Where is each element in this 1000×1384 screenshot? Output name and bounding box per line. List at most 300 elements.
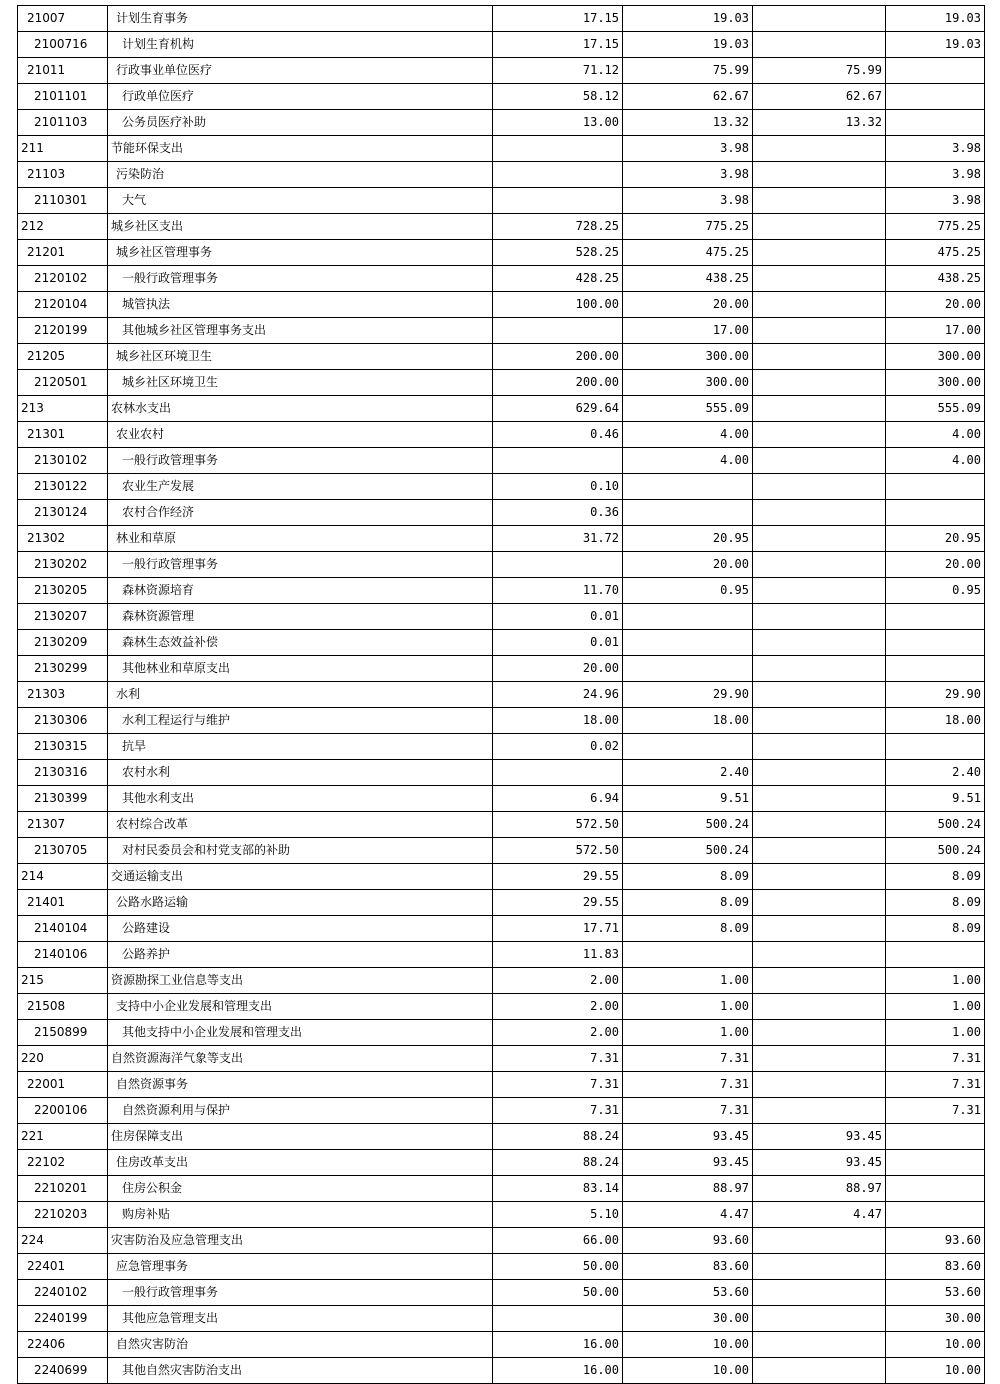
amount-col4-cell: 10.00 [886,1358,985,1384]
amount-col1-cell: 58.12 [493,84,623,110]
subject-code-cell: 215 [18,968,108,994]
amount-col3-cell [753,318,886,344]
table-row [18,682,985,708]
table-row [18,1228,985,1254]
subject-name-cell: 其他林业和草原支出 [108,656,493,682]
subject-code-cell: 2130399 [18,786,108,812]
subject-code-cell: 220 [18,1046,108,1072]
table-row [18,6,985,32]
subject-name-cell: 森林资源管理 [108,604,493,630]
amount-col1-cell: 11.83 [493,942,623,968]
amount-col2-cell: 0.95 [623,578,753,604]
table-row [18,994,985,1020]
amount-col3-cell [753,292,886,318]
subject-name-cell: 森林资源培育 [108,578,493,604]
amount-col1-cell: 17.71 [493,916,623,942]
subject-code-cell: 2210203 [18,1202,108,1228]
subject-name-cell: 污染防治 [108,162,493,188]
subject-code-cell: 2210201 [18,1176,108,1202]
amount-col2-cell: 18.00 [623,708,753,734]
subject-code-cell: 2120199 [18,318,108,344]
amount-col2-cell [623,656,753,682]
amount-col4-cell [886,630,985,656]
subject-code-cell: 21302 [18,526,108,552]
subject-name-cell: 公务员医疗补助 [108,110,493,136]
table-row [18,1306,985,1332]
table-row [18,942,985,968]
subject-name-cell: 计划生育事务 [108,6,493,32]
table-row [18,162,985,188]
amount-col3-cell [753,968,886,994]
amount-col2-cell: 93.45 [623,1124,753,1150]
amount-col2-cell: 10.00 [623,1332,753,1358]
amount-col1-cell [493,188,623,214]
table-row [18,630,985,656]
amount-col4-cell: 7.31 [886,1046,985,1072]
amount-col2-cell: 19.03 [623,6,753,32]
amount-col3-cell [753,1280,886,1306]
subject-code-cell: 2140106 [18,942,108,968]
amount-col4-cell [886,1202,985,1228]
amount-col1-cell [493,448,623,474]
amount-col1-cell: 6.94 [493,786,623,812]
amount-col1-cell: 29.55 [493,890,623,916]
table-row [18,318,985,344]
amount-col4-cell [886,656,985,682]
amount-col3-cell [753,448,886,474]
subject-code-cell: 224 [18,1228,108,1254]
subject-code-cell: 22406 [18,1332,108,1358]
amount-col2-cell: 500.24 [623,838,753,864]
subject-code-cell: 2130705 [18,838,108,864]
subject-name-cell: 农业生产发展 [108,474,493,500]
table-row [18,604,985,630]
subject-name-cell: 农业农村 [108,422,493,448]
amount-col4-cell: 29.90 [886,682,985,708]
subject-name-cell: 公路养护 [108,942,493,968]
amount-col2-cell: 13.32 [623,110,753,136]
amount-col4-cell: 4.00 [886,422,985,448]
amount-col1-cell: 83.14 [493,1176,623,1202]
table-row [18,370,985,396]
subject-code-cell: 21201 [18,240,108,266]
amount-col3-cell [753,1254,886,1280]
amount-col1-cell: 200.00 [493,370,623,396]
amount-col2-cell: 4.47 [623,1202,753,1228]
table-row [18,1358,985,1384]
amount-col2-cell: 1.00 [623,1020,753,1046]
subject-name-cell: 一般行政管理事务 [108,448,493,474]
table-row [18,864,985,890]
amount-col3-cell [753,552,886,578]
amount-col4-cell: 10.00 [886,1332,985,1358]
subject-code-cell: 21508 [18,994,108,1020]
amount-col4-cell: 7.31 [886,1098,985,1124]
amount-col4-cell: 8.09 [886,890,985,916]
table-row [18,1332,985,1358]
amount-col4-cell: 18.00 [886,708,985,734]
table-row [18,1176,985,1202]
table-row [18,1098,985,1124]
subject-name-cell: 抗旱 [108,734,493,760]
amount-col4-cell: 7.31 [886,1072,985,1098]
amount-col2-cell: 1.00 [623,968,753,994]
amount-col1-cell: 24.96 [493,682,623,708]
amount-col2-cell: 500.24 [623,812,753,838]
amount-col1-cell: 88.24 [493,1124,623,1150]
amount-col3-cell: 93.45 [753,1124,886,1150]
table-row [18,396,985,422]
amount-col3-cell [753,604,886,630]
subject-code-cell: 2130209 [18,630,108,656]
table-row [18,786,985,812]
amount-col4-cell: 93.60 [886,1228,985,1254]
amount-col1-cell: 20.00 [493,656,623,682]
table-row [18,214,985,240]
amount-col3-cell [753,1332,886,1358]
table-row [18,916,985,942]
amount-col1-cell: 100.00 [493,292,623,318]
amount-col2-cell: 438.25 [623,266,753,292]
table-row [18,552,985,578]
subject-name-cell: 一般行政管理事务 [108,266,493,292]
subject-name-cell: 自然资源利用与保护 [108,1098,493,1124]
subject-name-cell: 公路建设 [108,916,493,942]
subject-code-cell: 214 [18,864,108,890]
table-row [18,32,985,58]
amount-col1-cell: 0.01 [493,630,623,656]
subject-name-cell: 交通运输支出 [108,864,493,890]
subject-code-cell: 2200106 [18,1098,108,1124]
amount-col4-cell: 20.00 [886,552,985,578]
amount-col2-cell: 7.31 [623,1046,753,1072]
amount-col1-cell [493,318,623,344]
amount-col1-cell: 7.31 [493,1072,623,1098]
subject-name-cell: 自然资源事务 [108,1072,493,1098]
subject-code-cell: 2130316 [18,760,108,786]
amount-col2-cell: 20.95 [623,526,753,552]
amount-col1-cell: 5.10 [493,1202,623,1228]
table-row [18,812,985,838]
subject-code-cell: 2100716 [18,32,108,58]
amount-col3-cell [753,526,886,552]
subject-name-cell: 其他应急管理支出 [108,1306,493,1332]
subject-name-cell: 一般行政管理事务 [108,552,493,578]
amount-col4-cell: 9.51 [886,786,985,812]
table-row [18,292,985,318]
table-row [18,1150,985,1176]
table-row [18,500,985,526]
subject-name-cell: 其他城乡社区管理事务支出 [108,318,493,344]
table-row [18,760,985,786]
subject-name-cell: 住房保障支出 [108,1124,493,1150]
table-row [18,84,985,110]
subject-name-cell: 大气 [108,188,493,214]
amount-col1-cell: 0.10 [493,474,623,500]
amount-col4-cell: 17.00 [886,318,985,344]
amount-col1-cell: 2.00 [493,1020,623,1046]
amount-col3-cell [753,240,886,266]
amount-col3-cell [753,786,886,812]
amount-col4-cell: 500.24 [886,838,985,864]
amount-col4-cell [886,734,985,760]
amount-col2-cell: 17.00 [623,318,753,344]
amount-col4-cell: 20.00 [886,292,985,318]
amount-col2-cell [623,734,753,760]
amount-col1-cell: 200.00 [493,344,623,370]
table-body [18,6,985,1384]
subject-code-cell: 211 [18,136,108,162]
subject-name-cell: 其他自然灾害防治支出 [108,1358,493,1384]
amount-col2-cell: 3.98 [623,188,753,214]
amount-col2-cell: 7.31 [623,1098,753,1124]
subject-code-cell: 2130102 [18,448,108,474]
amount-col4-cell [886,500,985,526]
subject-code-cell: 2130306 [18,708,108,734]
amount-col2-cell: 88.97 [623,1176,753,1202]
subject-name-cell: 购房补贴 [108,1202,493,1228]
amount-col4-cell: 30.00 [886,1306,985,1332]
table-row [18,1046,985,1072]
amount-col1-cell: 29.55 [493,864,623,890]
amount-col3-cell [753,396,886,422]
table-row [18,968,985,994]
amount-col2-cell: 8.09 [623,916,753,942]
subject-code-cell: 2120102 [18,266,108,292]
amount-col1-cell [493,552,623,578]
subject-name-cell: 农村水利 [108,760,493,786]
subject-code-cell: 22001 [18,1072,108,1098]
amount-col3-cell [753,578,886,604]
amount-col1-cell: 7.31 [493,1046,623,1072]
amount-col1-cell: 16.00 [493,1358,623,1384]
amount-col1-cell: 16.00 [493,1332,623,1358]
amount-col2-cell: 555.09 [623,396,753,422]
subject-name-cell: 对村民委员会和村党支部的补助 [108,838,493,864]
subject-name-cell: 林业和草原 [108,526,493,552]
amount-col2-cell: 93.60 [623,1228,753,1254]
table-row [18,1280,985,1306]
amount-col3-cell [753,1020,886,1046]
amount-col4-cell: 0.95 [886,578,985,604]
amount-col3-cell [753,916,886,942]
subject-code-cell: 21307 [18,812,108,838]
amount-col3-cell [753,1306,886,1332]
subject-name-cell: 其他支持中小企业发展和管理支出 [108,1020,493,1046]
subject-name-cell: 城乡社区支出 [108,214,493,240]
amount-col3-cell [753,136,886,162]
amount-col3-cell [753,890,886,916]
subject-code-cell: 2101103 [18,110,108,136]
table-row [18,110,985,136]
amount-col1-cell: 88.24 [493,1150,623,1176]
subject-code-cell: 2140104 [18,916,108,942]
amount-col3-cell [753,500,886,526]
subject-name-cell: 资源勘探工业信息等支出 [108,968,493,994]
amount-col4-cell: 3.98 [886,162,985,188]
amount-col3-cell [753,656,886,682]
subject-name-cell: 公路水路运输 [108,890,493,916]
amount-col3-cell [753,812,886,838]
amount-col3-cell [753,214,886,240]
table-row [18,526,985,552]
amount-col2-cell: 8.09 [623,890,753,916]
amount-col2-cell: 20.00 [623,292,753,318]
amount-col3-cell [753,682,886,708]
subject-name-cell: 农林水支出 [108,396,493,422]
amount-col4-cell: 19.03 [886,32,985,58]
amount-col4-cell: 1.00 [886,994,985,1020]
amount-col3-cell [753,1072,886,1098]
subject-code-cell: 2130202 [18,552,108,578]
amount-col2-cell: 3.98 [623,136,753,162]
subject-name-cell: 农村综合改革 [108,812,493,838]
subject-name-cell: 农村合作经济 [108,500,493,526]
table-row [18,266,985,292]
subject-code-cell: 2120104 [18,292,108,318]
amount-col4-cell: 3.98 [886,136,985,162]
amount-col3-cell [753,760,886,786]
amount-col3-cell [753,838,886,864]
amount-col2-cell: 29.90 [623,682,753,708]
amount-col4-cell [886,942,985,968]
amount-col4-cell: 19.03 [886,6,985,32]
subject-name-cell: 森林生态效益补偿 [108,630,493,656]
subject-name-cell: 城乡社区管理事务 [108,240,493,266]
amount-col2-cell: 4.00 [623,448,753,474]
table-row [18,1124,985,1150]
subject-name-cell: 灾害防治及应急管理支出 [108,1228,493,1254]
subject-code-cell: 2150899 [18,1020,108,1046]
subject-name-cell: 计划生育机构 [108,32,493,58]
amount-col3-cell [753,188,886,214]
amount-col2-cell: 300.00 [623,344,753,370]
table-row [18,474,985,500]
subject-name-cell: 支持中小企业发展和管理支出 [108,994,493,1020]
subject-code-cell: 213 [18,396,108,422]
amount-col4-cell: 8.09 [886,916,985,942]
subject-code-cell: 21301 [18,422,108,448]
amount-col2-cell [623,630,753,656]
subject-code-cell: 2120501 [18,370,108,396]
amount-col1-cell: 50.00 [493,1254,623,1280]
subject-code-cell: 212 [18,214,108,240]
subject-name-cell: 城乡社区环境卫生 [108,370,493,396]
amount-col4-cell: 555.09 [886,396,985,422]
subject-code-cell: 21205 [18,344,108,370]
amount-col1-cell: 31.72 [493,526,623,552]
amount-col4-cell: 300.00 [886,370,985,396]
amount-col3-cell [753,994,886,1020]
amount-col3-cell [753,162,886,188]
amount-col3-cell: 13.32 [753,110,886,136]
amount-col2-cell: 20.00 [623,552,753,578]
amount-col4-cell: 53.60 [886,1280,985,1306]
subject-code-cell: 22401 [18,1254,108,1280]
subject-code-cell: 2240102 [18,1280,108,1306]
amount-col3-cell [753,422,886,448]
amount-col4-cell [886,84,985,110]
amount-col2-cell: 8.09 [623,864,753,890]
subject-code-cell: 21007 [18,6,108,32]
amount-col3-cell [753,864,886,890]
amount-col1-cell: 428.25 [493,266,623,292]
amount-col3-cell: 75.99 [753,58,886,84]
amount-col2-cell: 30.00 [623,1306,753,1332]
amount-col4-cell: 83.60 [886,1254,985,1280]
table-row [18,188,985,214]
amount-col4-cell: 438.25 [886,266,985,292]
amount-col3-cell [753,474,886,500]
amount-col1-cell: 0.46 [493,422,623,448]
amount-col4-cell [886,1176,985,1202]
amount-col1-cell: 572.50 [493,838,623,864]
subject-code-cell: 2130207 [18,604,108,630]
table-row [18,1254,985,1280]
amount-col3-cell [753,1046,886,1072]
amount-col1-cell [493,760,623,786]
subject-name-cell: 城管执法 [108,292,493,318]
table-row [18,1020,985,1046]
amount-col4-cell: 300.00 [886,344,985,370]
subject-code-cell: 221 [18,1124,108,1150]
amount-col4-cell: 500.24 [886,812,985,838]
table-row [18,578,985,604]
amount-col3-cell: 62.67 [753,84,886,110]
amount-col1-cell: 18.00 [493,708,623,734]
amount-col2-cell: 775.25 [623,214,753,240]
amount-col2-cell: 83.60 [623,1254,753,1280]
amount-col2-cell: 3.98 [623,162,753,188]
table-row [18,240,985,266]
amount-col1-cell [493,136,623,162]
subject-code-cell: 21103 [18,162,108,188]
amount-col2-cell: 1.00 [623,994,753,1020]
amount-col2-cell [623,604,753,630]
amount-col4-cell [886,110,985,136]
amount-col1-cell: 7.31 [493,1098,623,1124]
amount-col3-cell [753,344,886,370]
subject-name-cell: 自然灾害防治 [108,1332,493,1358]
amount-col3-cell [753,370,886,396]
subject-name-cell: 应急管理事务 [108,1254,493,1280]
subject-name-cell: 城乡社区环境卫生 [108,344,493,370]
amount-col3-cell [753,1098,886,1124]
amount-col4-cell: 1.00 [886,1020,985,1046]
amount-col1-cell: 13.00 [493,110,623,136]
amount-col1-cell: 2.00 [493,968,623,994]
amount-col4-cell [886,1150,985,1176]
subject-code-cell: 21401 [18,890,108,916]
amount-col2-cell: 62.67 [623,84,753,110]
amount-col1-cell: 50.00 [493,1280,623,1306]
amount-col2-cell: 75.99 [623,58,753,84]
amount-col1-cell: 2.00 [493,994,623,1020]
amount-col1-cell [493,1306,623,1332]
amount-col3-cell [753,6,886,32]
amount-col3-cell [753,266,886,292]
table-row [18,1202,985,1228]
amount-col1-cell: 71.12 [493,58,623,84]
table-row [18,734,985,760]
amount-col4-cell: 1.00 [886,968,985,994]
amount-col3-cell [753,32,886,58]
subject-name-cell: 水利 [108,682,493,708]
budget-table [17,5,985,1384]
subject-name-cell: 行政事业单位医疗 [108,58,493,84]
amount-col1-cell: 17.15 [493,6,623,32]
table-row [18,890,985,916]
